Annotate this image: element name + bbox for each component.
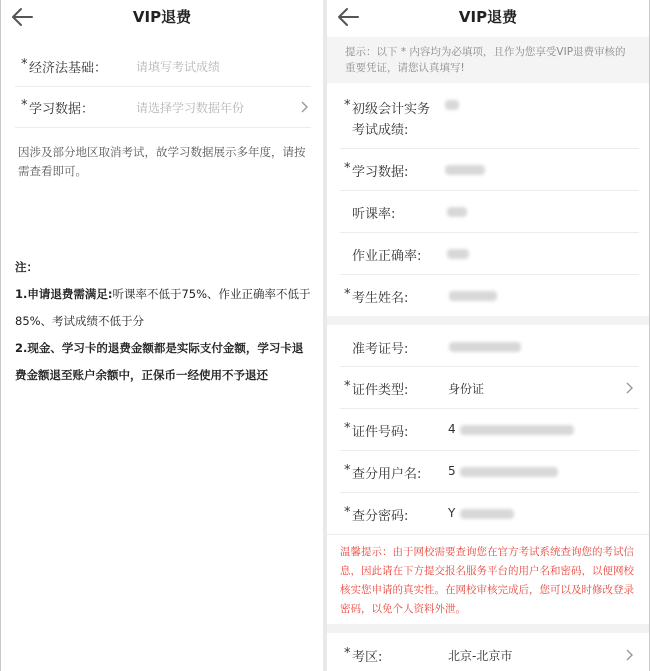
field-label: 学习数据: bbox=[352, 165, 409, 180]
divider bbox=[15, 127, 311, 128]
required-tip: 提示：以下 * 内容均为必填项，且作为您享受VIP退费审核的重要凭证，请您认真填写! bbox=[327, 37, 649, 83]
study-data-hint: 因涉及部分地区取消考试，故学习数据展示多年度，请按需查看即可。 bbox=[18, 145, 306, 178]
score-input[interactable]: 请填写考试成绩 bbox=[136, 60, 221, 74]
divider bbox=[340, 492, 639, 493]
right-panel bbox=[327, 0, 649, 671]
redacted-value bbox=[447, 249, 469, 259]
id-number-value[interactable]: 4 bbox=[448, 422, 456, 436]
right-header bbox=[327, 0, 649, 34]
divider bbox=[340, 274, 639, 275]
id-type-value[interactable]: 身份证 bbox=[448, 382, 485, 396]
required-mark: * bbox=[344, 287, 351, 302]
field-label: 考生姓名: bbox=[352, 291, 409, 306]
field-admission-ticket[interactable] bbox=[327, 337, 649, 359]
field-attendance-rate bbox=[327, 202, 649, 224]
divider bbox=[15, 86, 311, 87]
warm-reminder: 温馨提示：由于网校需要查询您在官方考试系统查询您的考试信息，因此请在下方提交报名服务平台的用户名和密码，以便网校核实您申请的真实性。在网校审核完成后，您可以及时修改登录密码，以免个人资料外泄。 bbox=[340, 546, 634, 615]
field-label: 经济法基础： bbox=[29, 61, 108, 76]
field-label-line1: 初级会计实务 bbox=[352, 102, 431, 117]
note-1-bold: 1.申请退费需满足: bbox=[15, 287, 113, 301]
left-panel bbox=[1, 0, 323, 671]
field-label: 学习数据： bbox=[29, 102, 95, 117]
field-label: 作业正确率: bbox=[352, 249, 422, 264]
redacted-value bbox=[449, 291, 497, 301]
year-select[interactable]: 请选择学习数据年份 bbox=[136, 101, 245, 115]
redacted-value bbox=[445, 165, 485, 175]
required-mark: * bbox=[344, 98, 351, 113]
chevron-right-icon bbox=[626, 382, 634, 394]
redacted-value bbox=[447, 207, 467, 217]
page-title: VIP退费 bbox=[458, 8, 518, 26]
chevron-right-icon bbox=[626, 649, 634, 661]
divider bbox=[340, 190, 639, 191]
field-id-number[interactable] bbox=[327, 420, 649, 442]
field-study-data[interactable] bbox=[327, 160, 649, 182]
field-label: 听课率: bbox=[352, 207, 396, 222]
exam-area-value[interactable]: 北京-北京市 bbox=[448, 649, 513, 663]
divider bbox=[340, 408, 639, 409]
divider bbox=[327, 534, 649, 535]
field-candidate-name[interactable] bbox=[327, 286, 649, 308]
divider bbox=[340, 366, 639, 367]
field-homework-accuracy bbox=[327, 244, 649, 266]
field-label: 查分密码: bbox=[352, 509, 409, 524]
required-mark: * bbox=[21, 98, 28, 113]
left-header bbox=[1, 0, 323, 34]
required-mark: * bbox=[344, 505, 351, 520]
redacted-value bbox=[449, 342, 521, 352]
password-value[interactable]: Y bbox=[448, 506, 456, 520]
field-label: 考区: bbox=[352, 650, 383, 665]
required-mark: * bbox=[344, 379, 351, 394]
notes-block bbox=[15, 254, 311, 389]
required-mark: * bbox=[21, 57, 28, 72]
redacted-value bbox=[460, 509, 514, 519]
notes-title: 注： bbox=[15, 260, 38, 274]
field-label: 查分用户名: bbox=[352, 467, 422, 482]
field-label-line2: 考试成绩: bbox=[352, 123, 409, 138]
field-label: 证件号码: bbox=[352, 425, 409, 440]
chevron-right-icon bbox=[301, 101, 309, 113]
note-1 bbox=[15, 281, 311, 335]
note-2: 2.现金、学习卡的退费金额都是实际支付金额，学习卡退费金额退至账户余额中，正保币一经使用不予退还 bbox=[15, 341, 304, 382]
field-exam-score[interactable] bbox=[327, 96, 649, 142]
field-query-password[interactable] bbox=[327, 504, 649, 526]
redacted-value bbox=[460, 467, 558, 477]
divider bbox=[340, 232, 639, 233]
divider bbox=[340, 450, 639, 451]
required-mark: * bbox=[344, 646, 351, 661]
field-query-username[interactable] bbox=[327, 462, 649, 484]
divider bbox=[340, 148, 639, 149]
section-gap bbox=[327, 316, 649, 325]
required-mark: * bbox=[344, 463, 351, 478]
page-title: VIP退费 bbox=[132, 8, 192, 26]
field-economic-law[interactable] bbox=[1, 56, 323, 78]
username-value[interactable]: 5 bbox=[448, 464, 456, 478]
field-label: 准考证号: bbox=[352, 342, 409, 357]
section-gap bbox=[327, 624, 649, 633]
field-label: 证件类型: bbox=[352, 383, 409, 398]
field-id-type[interactable] bbox=[327, 378, 649, 400]
note-1-text: 听课率不低于75%、作业正确率不低于85%、考试成绩不低于分 bbox=[15, 287, 311, 328]
required-mark: * bbox=[344, 161, 351, 176]
redacted-value bbox=[460, 425, 574, 435]
redacted-value bbox=[445, 100, 459, 110]
field-study-data[interactable] bbox=[1, 97, 323, 119]
required-mark: * bbox=[344, 421, 351, 436]
field-exam-area[interactable] bbox=[327, 645, 649, 667]
